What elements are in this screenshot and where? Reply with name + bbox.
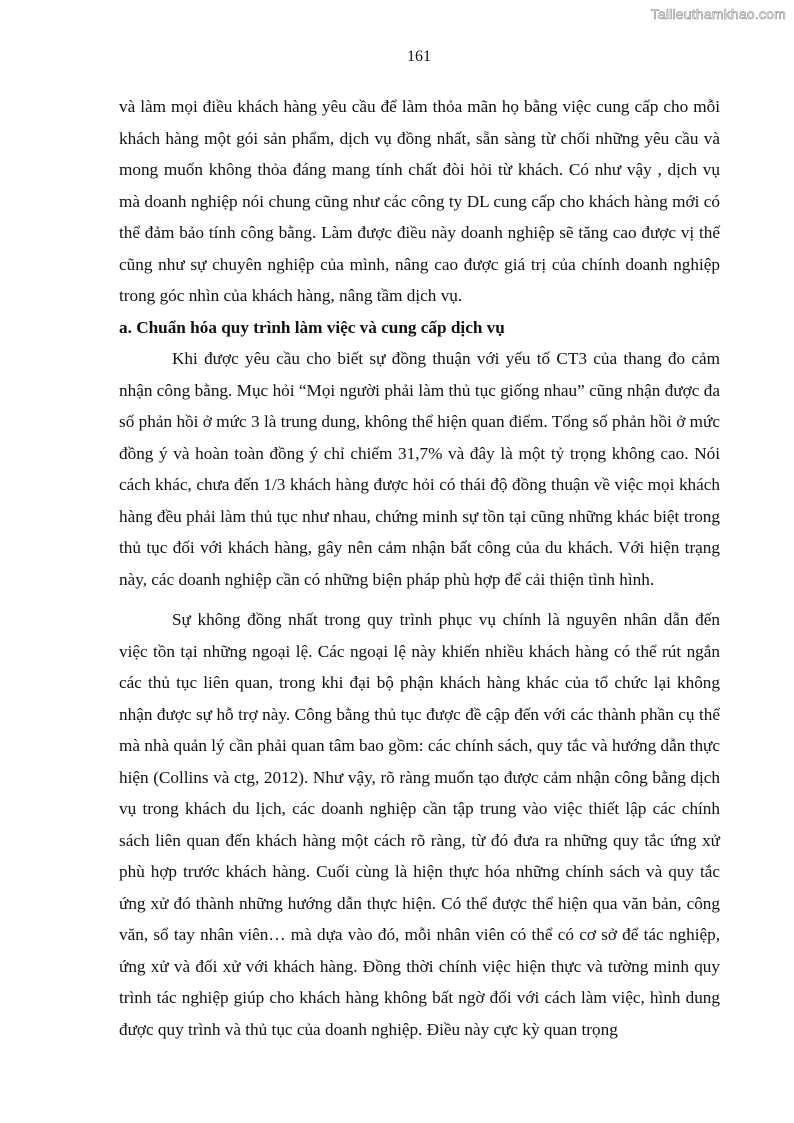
document-body (119, 91, 720, 1045)
page-number: 161 (407, 48, 431, 65)
section-heading: a. Chuẩn hóa quy trình làm việc và cung cấp dịch vụ (119, 317, 505, 337)
paragraph-continuation: và làm mọi điều khách hàng yêu cầu để làm thỏa mãn họ bằng việc cung cấp cho mỗi khách hàng một gói sản phẩm, dịch vụ đồng nhất, sẵn sàng từ chối những yêu cầu và mong muốn không thỏa đáng mang tính chất đòi hỏi từ khách. Có như vậy , dịch vụ mà doanh nghiệp nói chung cũng như các công ty DL cung cấp cho khách hàng mới có thể đảm bảo tính công bằng. Làm được điều này doanh nghiệp sẽ tăng cao được vị thế cũng như sự chuyên nghiệp của mình, nâng cao được giá trị của chính doanh nghiệp trong góc nhìn của khách hàng, nâng tầm dịch vụ. (119, 97, 720, 305)
paragraph-procedural-fairness: Sự không đồng nhất trong quy trình phục vụ chính là nguyên nhân dẫn đến việc tồn tại những ngoại lệ. Các ngoại lệ này khiến nhiều khách hàng có thể rút ngắn các thủ tục liên quan, trong khi đại bộ phận khách hàng khác của tổ chức lại không nhận được sự hỗ trợ này. Công bằng thủ tục được đề cập đến với các thành phần cụ thể mà nhà quản lý cần phải quan tâm bao gồm: các chính sách, quy tắc và hướng dẫn thực hiện (Collins và ctg, 2012). Như vậy, rõ ràng muốn tạo được cảm nhận công bằng dịch vụ trong khách du lịch, các doanh nghiệp cần tập trung vào việc thiết lập các chính sách liên quan đến khách hàng một cách rõ ràng, từ đó đưa ra những quy tắc ứng xử phù hợp trước khách hàng. Cuối cùng là hiện thực hóa những chính sách và quy tắc ứng xử đó thành những hướng dẫn thực hiện. Có thể được thể hiện qua văn bản, công văn, sổ tay nhân viên… mà dựa vào đó, mỗi nhân viên có thể có cơ sở để tác nghiệp, ứng xử và đối xử với khách hàng. Đồng thời chính việc hiện thực và tường minh quy trình tác nghiệp giúp cho khách hàng không bất ngờ đối với cách làm việc, hình dung được quy trình và thủ tục của doanh nghiệp. Điều này cực kỳ quan trọng (119, 610, 720, 1039)
paragraph-ct3-analysis: Khi được yêu cầu cho biết sự đồng thuận với yếu tố CT3 của thang đo cảm nhận công bằng. Mục hỏi “Mọi người phải làm thủ tục giống nhau” cũng nhận được đa số phản hồi ở mức 3 là trung dung, không thể hiện quan điểm. Tổng số phản hồi ở mức đồng ý và hoàn toàn đồng ý chỉ chiếm 31,7% và đây là một tỷ trọng không cao. Nói cách khác, chưa đến 1/3 khách hàng được hỏi có thái độ đồng thuận về việc mọi khách hàng đều phải làm thủ tục như nhau, chứng minh sự tồn tại cũng những khác biệt trong thủ tục đối với khách hàng, gây nên cảm nhận bất công của du khách. Với hiện trạng này, các doanh nghiệp cần có những biện pháp phù hợp để cải thiện tình hình. (119, 349, 720, 589)
watermark-text: Tailieuthamkhao.com (650, 6, 786, 22)
